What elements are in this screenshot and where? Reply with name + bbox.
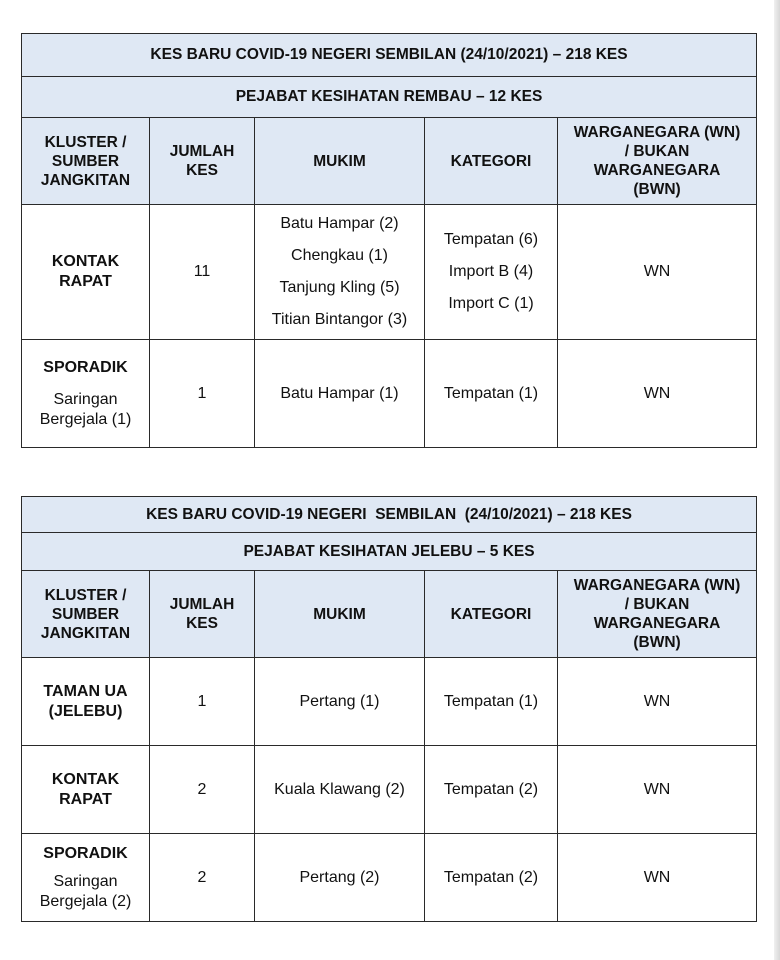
mukim-cell: Kuala Klawang (2)	[255, 746, 425, 834]
jumlah-cell: 1	[150, 340, 255, 448]
wn-cell: WN	[558, 205, 757, 340]
page-edge-shadow	[774, 0, 780, 960]
header-kategori: KATEGORI	[425, 571, 558, 658]
kluster-cell: KONTAK RAPAT	[22, 205, 150, 340]
header-row	[22, 118, 757, 205]
kategori-cell: Tempatan (1)	[425, 340, 558, 448]
jumlah-cell: 11	[150, 205, 255, 340]
mukim-cell: Batu Hampar (1)	[255, 340, 425, 448]
mukim-cell: Pertang (1)	[255, 658, 425, 746]
rembau-cases-table	[21, 33, 757, 448]
office-title: PEJABAT KESIHATAN JELEBU – 5 KES	[22, 533, 757, 571]
mukim-cell: Batu Hampar (2) Chengkau (1) Tanjung Kling (5) Titian Bintangor (3)	[255, 205, 425, 340]
office-row	[22, 533, 757, 571]
table-title-row	[22, 34, 757, 77]
table-title: KES BARU COVID-19 NEGERI SEMBILAN (24/10/2021) – 218 KES	[22, 34, 757, 77]
table-row	[22, 340, 757, 448]
kluster-cell: SPORADIK Saringan Bergejala (1)	[22, 340, 150, 448]
header-jumlah-kes: JUMLAH KES	[150, 571, 255, 658]
kluster-cell: TAMAN UA (JELEBU)	[22, 658, 150, 746]
kategori-cell: Tempatan (1)	[425, 658, 558, 746]
jumlah-cell: 1	[150, 658, 255, 746]
table-row	[22, 834, 757, 922]
wn-cell: WN	[558, 340, 757, 448]
header-kategori: KATEGORI	[425, 118, 558, 205]
kategori-cell: Tempatan (2)	[425, 834, 558, 922]
header-kluster: KLUSTER / SUMBER JANGKITAN	[22, 571, 150, 658]
table-row	[22, 205, 757, 340]
header-row	[22, 571, 757, 658]
office-title: PEJABAT KESIHATAN REMBAU – 12 KES	[22, 77, 757, 118]
wn-cell: WN	[558, 834, 757, 922]
table-title-row	[22, 497, 757, 533]
mukim-cell: Pertang (2)	[255, 834, 425, 922]
office-row	[22, 77, 757, 118]
kluster-cell: SPORADIK Saringan Bergejala (2)	[22, 834, 150, 922]
table-title: KES BARU COVID-19 NEGERI SEMBILAN (24/10/2021) – 218 KES	[22, 497, 757, 533]
header-warganegara: WARGANEGARA (WN) / BUKAN WARGANEGARA (BWN)	[558, 571, 757, 658]
header-warganegara: WARGANEGARA (WN) / BUKAN WARGANEGARA (BWN)	[558, 118, 757, 205]
kluster-cell: KONTAK RAPAT	[22, 746, 150, 834]
header-mukim: MUKIM	[255, 571, 425, 658]
wn-cell: WN	[558, 658, 757, 746]
jelebu-cases-table	[21, 496, 757, 922]
header-kluster: KLUSTER / SUMBER JANGKITAN	[22, 118, 150, 205]
jumlah-cell: 2	[150, 746, 255, 834]
header-jumlah-kes: JUMLAH KES	[150, 118, 255, 205]
table-row	[22, 746, 757, 834]
table-row	[22, 658, 757, 746]
wn-cell: WN	[558, 746, 757, 834]
kategori-cell: Tempatan (6) Import B (4) Import C (1)	[425, 205, 558, 340]
header-mukim: MUKIM	[255, 118, 425, 205]
jumlah-cell: 2	[150, 834, 255, 922]
kategori-cell: Tempatan (2)	[425, 746, 558, 834]
